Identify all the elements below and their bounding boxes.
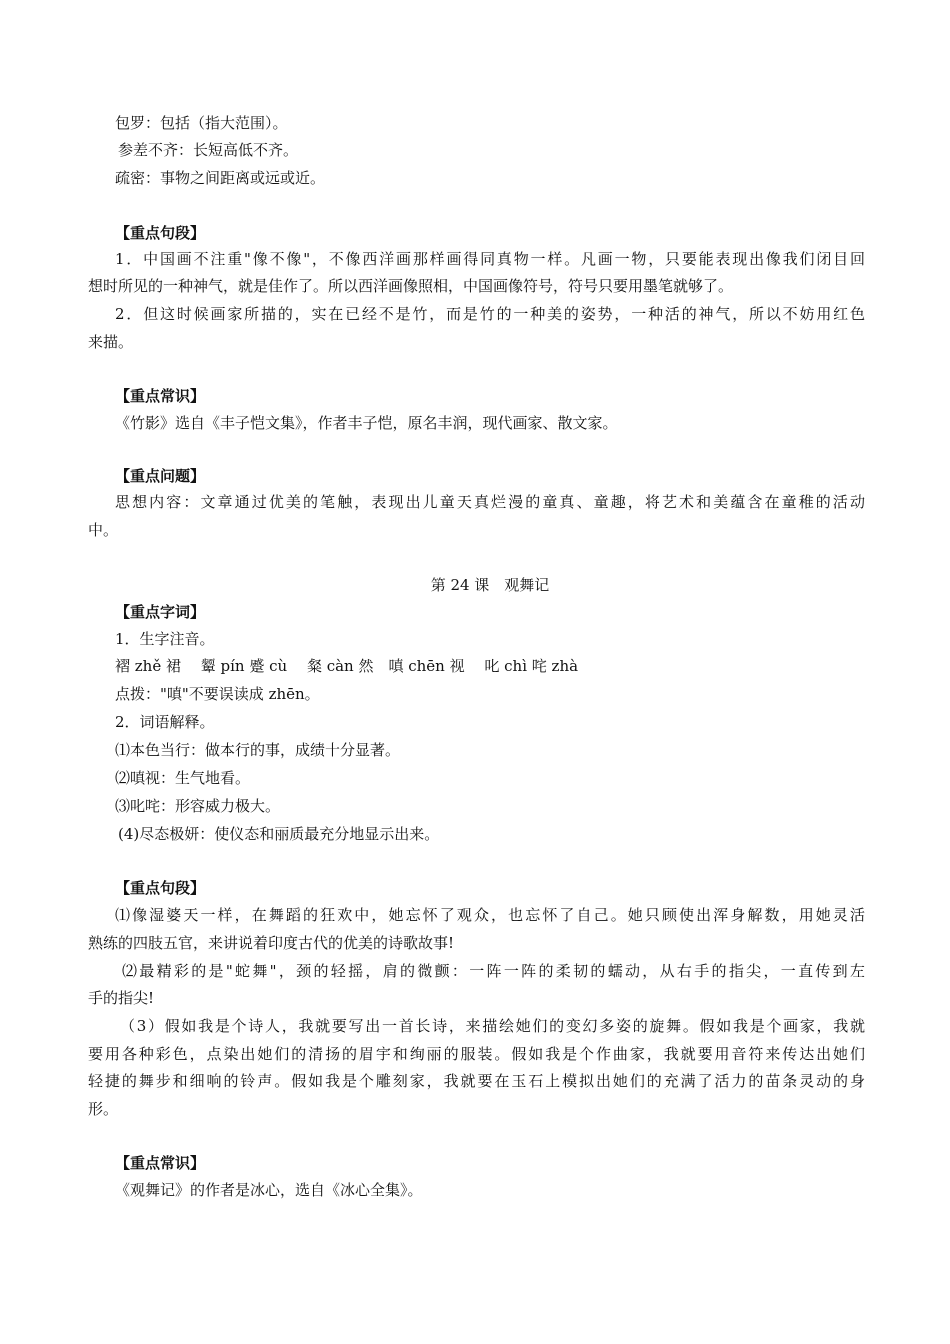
pronunciation-tip: 点拨："嗔"不要误读成 zhēn。 (115, 685, 320, 703)
passage-3-line-3: 轻捷的舞步和细响的铃声。假如我是个雕刻家，我就要在玉石上模拟出她们的充满了活力的苗条灵动的身 (88, 1072, 865, 1090)
passage-3-line-2: 要用各种彩色，点染出她们的清扬的眉宇和绚丽的服装。假如我是个作曲家，我就要用音符来传达出她们 (88, 1045, 865, 1063)
passage-3-line-1: （3）假如我是个诗人，我就要写出一首长诗，来描绘她们的变幻多姿的旋舞。假如我是个画家，我就 (120, 1017, 865, 1035)
passage-3-line-4: 形。 (88, 1100, 119, 1118)
section-heading-key-words: 【重点字词】 (115, 603, 206, 621)
knowledge-guanwuji: 《观舞记》的作者是冰心，选自《冰心全集》。 (115, 1181, 423, 1199)
question-content-line-2: 中。 (88, 521, 119, 539)
key-sentence-1-line-1: 1．中国画不注重"像不像"，不像西洋画那样画得同真物一样。凡画一物，只要能表现出像我们闭目回 (115, 250, 865, 268)
section-heading-key-questions: 【重点问题】 (115, 467, 206, 485)
lesson-title: 第 24 课 观舞记 (430, 576, 550, 594)
definition-baoluo: 包罗：包括（指大范围）。 (115, 114, 288, 132)
word-definition-4: (4)尽态极妍：使仪态和丽质最充分地显示出来。 (118, 825, 440, 843)
passage-2-line-1: ⑵最精彩的是"蛇舞"，颈的轻摇，肩的微颤：一阵一阵的柔韧的蠕动，从右手的指尖，一直传到左 (122, 962, 865, 980)
definition-shumi: 疏密：事物之间距离或远或近。 (115, 169, 326, 187)
pinyin-list: 褶 zhě 裙 颦 pín 蹙 cù 粲 càn 然 嗔 chēn 视 叱 chì 咤 zhà (115, 657, 579, 675)
section-heading-key-sentences-2: 【重点句段】 (115, 879, 206, 897)
passage-1-line-1: ⑴像湿婆天一样，在舞蹈的狂欢中，她忘怀了观众，也忘怀了自己。她只顾使出浑身解数，用她灵活 (115, 906, 865, 924)
passage-2-line-2: 手的指尖! (88, 989, 155, 1007)
section-heading-key-knowledge: 【重点常识】 (115, 387, 206, 405)
words-item-2: 2．词语解释。 (115, 713, 215, 731)
key-sentence-2-line-2: 来描。 (88, 333, 134, 351)
key-sentence-1-line-2: 想时所见的一种神气，就是佳作了。所以西洋画像照相，中国画像符号，符号只要用墨笔就够了。 (88, 277, 734, 295)
word-definition-3: ⑶叱咤：形容威力极大。 (115, 797, 281, 815)
question-content-line-1: 思想内容：文章通过优美的笔触，表现出儿童天真烂漫的童真、童趣，将艺术和美蕴含在童稚的活动 (115, 493, 865, 511)
definition-cenci: 参差不齐：长短高低不齐。 (118, 141, 299, 159)
word-definition-1: ⑴本色当行：做本行的事，成绩十分显著。 (115, 741, 401, 759)
section-heading-key-sentences: 【重点句段】 (115, 224, 206, 242)
section-heading-key-knowledge-2: 【重点常识】 (115, 1154, 206, 1172)
words-item-1: 1．生字注音。 (115, 630, 215, 648)
word-definition-2: ⑵嗔视：生气地看。 (115, 769, 251, 787)
knowledge-zhuying: 《竹影》选自《丰子恺文集》，作者丰子恺，原名丰润，现代画家、散文家。 (115, 414, 618, 432)
passage-1-line-2: 熟练的四肢五官，来讲说着印度古代的优美的诗歌故事! (88, 934, 455, 952)
key-sentence-2-line-1: 2．但这时候画家所描的，实在已经不是竹，而是竹的一种美的姿势，一种活的神气，所以不妨用红色 (115, 305, 865, 323)
